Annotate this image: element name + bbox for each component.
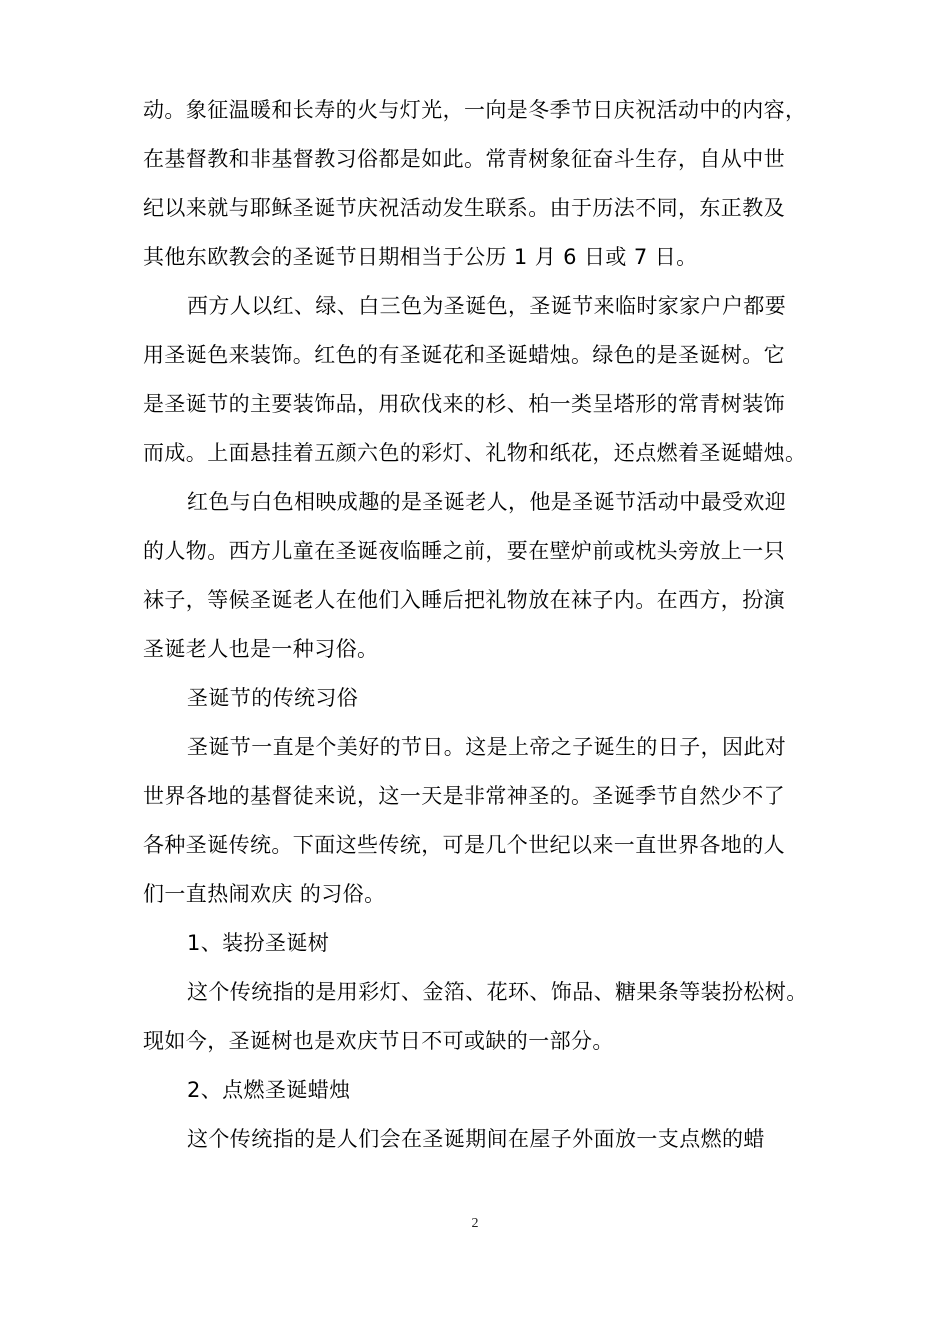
text-line: 是圣诞节的主要装饰品，用砍伐来的杉、柏一类呈塔形的常青树装饰: [143, 392, 785, 416]
list-item-heading: 1、装扮圣诞树: [187, 931, 330, 955]
text-line: 而成。上面悬挂着五颜六色的彩灯、礼物和纸花，还点燃着圣诞蜡烛。: [143, 441, 807, 465]
text-line: 纪以来就与耶稣圣诞节庆祝活动发生联系。由于历法不同，东正教及: [143, 196, 785, 220]
paragraph-first-line: 红色与白色相映成趣的是圣诞老人，他是圣诞节活动中最受欢迎: [187, 490, 787, 514]
text-line: 各种圣诞传统。下面这些传统，可是几个世纪以来一直世界各地的人: [143, 833, 785, 857]
text-line: 现如今，圣诞树也是欢庆节日不可或缺的一部分。: [143, 1029, 614, 1053]
document-body: [143, 98, 823, 1176]
paragraph-first-line: 西方人以红、绿、白三色为圣诞色，圣诞节来临时家家户户都要: [187, 294, 787, 318]
list-item-heading: 2、点燃圣诞蜡烛: [187, 1078, 351, 1102]
page-number: 2: [471, 1216, 479, 1231]
text-line: 们一直热闹欢庆 的习俗。: [143, 882, 386, 906]
text-line: 在基督教和非基督教习俗都是如此。常青树象征奋斗生存，自从中世: [143, 147, 785, 171]
text-line: 用圣诞色来装饰。红色的有圣诞花和圣诞蜡烛。绿色的是圣诞树。它: [143, 343, 785, 367]
paragraph-first-line: 这个传统指的是用彩灯、金箔、花环、饰品、糖果条等装扮松树。: [187, 980, 808, 1004]
text-line: 的人物。西方儿童在圣诞夜临睡之前，要在壁炉前或枕头旁放上一只: [143, 539, 785, 563]
text-line: 袜子，等候圣诞老人在他们入睡后把礼物放在袜子内。在西方，扮演: [143, 588, 785, 612]
text-line: 其他东欧教会的圣诞节日期相当于公历 1 月 6 日或 7 日。: [143, 245, 698, 269]
paragraph-first-line: 这个传统指的是人们会在圣诞期间在屋子外面放一支点燃的蜡: [187, 1127, 765, 1151]
paragraph-first-line: 圣诞节一直是个美好的节日。这是上帝之子诞生的日子，因此对: [187, 735, 787, 759]
text-line: 动。象征温暖和长寿的火与灯光，一向是冬季节日庆祝活动中的内容，: [143, 98, 807, 122]
text-line: 圣诞老人也是一种习俗。: [143, 637, 379, 661]
text-line: 世界各地的基督徒来说，这一天是非常神圣的。圣诞季节自然少不了: [143, 784, 785, 808]
section-heading: 圣诞节的传统习俗: [187, 686, 359, 710]
